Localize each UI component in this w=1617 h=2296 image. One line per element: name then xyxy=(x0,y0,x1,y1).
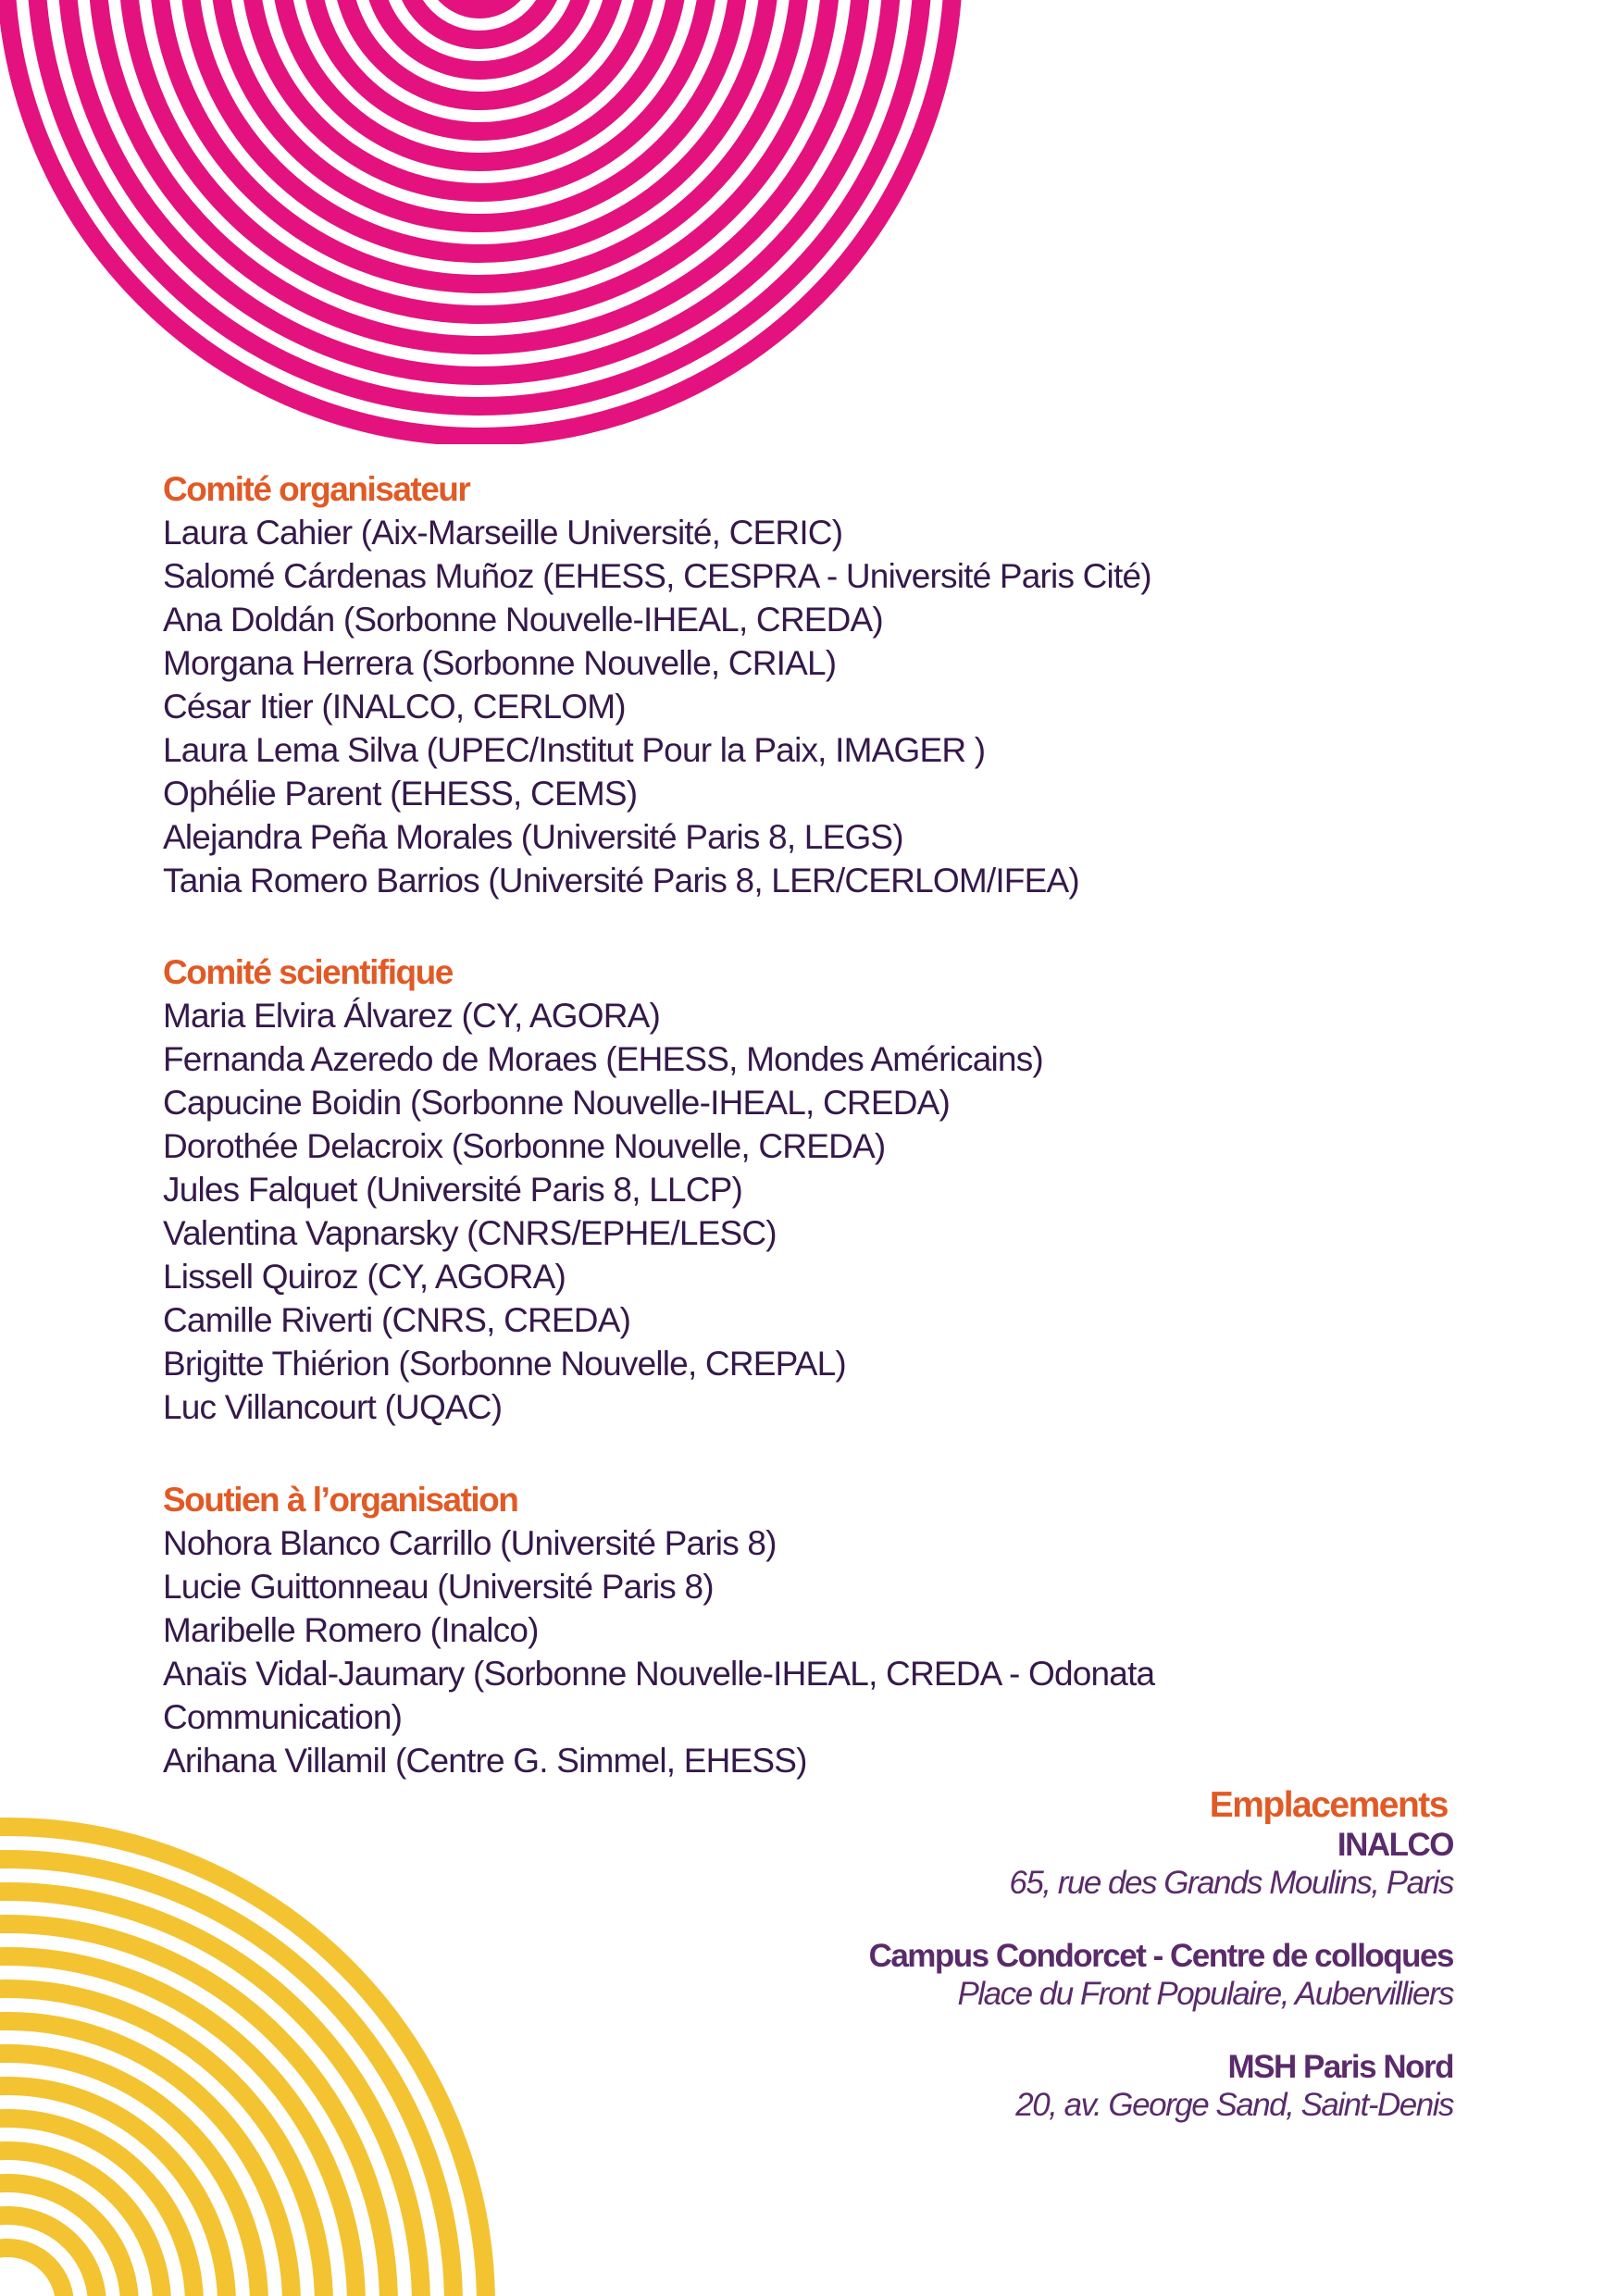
arc-ring xyxy=(433,0,526,9)
list-item: Maria Elvira Álvarez (CY, AGORA) xyxy=(163,997,661,1035)
list-item: Laura Lema Silva (UPEC/Institut Pour la Paix, IMAGER ) xyxy=(163,731,986,769)
location-name: INALCO xyxy=(1337,1827,1453,1863)
list-item: Ana Doldán (Sorbonne Nouvelle-IHEAL, CREDA) xyxy=(163,601,883,639)
list-item: Lucie Guittonneau (Université Paris 8) xyxy=(163,1568,714,1606)
list-item: Morgana Herrera (Sorbonne Nouvelle, CRIAL) xyxy=(163,644,837,682)
list-item: Brigitte Thiérion (Sorbonne Nouvelle, CREPAL) xyxy=(163,1345,846,1383)
list-item: Camille Riverti (CNRS, CREDA) xyxy=(163,1301,631,1339)
list-item: Ophélie Parent (EHESS, CEMS) xyxy=(163,775,638,813)
list-item: Salomé Cárdenas Muñoz (EHESS, CESPRA - Université Paris Cité) xyxy=(163,557,1151,595)
location-campus-condorcet xyxy=(528,1938,1453,2014)
location-name: Campus Condorcet - Centre de colloques xyxy=(868,1938,1453,1974)
list-item: Fernanda Azeredo de Moraes (EHESS, Mondes Américains) xyxy=(163,1040,1043,1078)
list-item: Nohora Blanco Carrillo (Université Paris 8) xyxy=(163,1524,777,1562)
list-item: Alejandra Peña Morales (Université Paris 8, LEGS) xyxy=(163,818,903,856)
list-item: Jules Falquet (Université Paris 8, LLCP) xyxy=(163,1171,743,1209)
list-item: Lissell Quiroz (CY, AGORA) xyxy=(163,1258,566,1296)
yellow-concentric-arcs-icon xyxy=(0,1814,500,2296)
magenta-concentric-arcs-icon xyxy=(0,0,981,444)
organising-committee-title: Comité organisateur xyxy=(163,470,470,508)
organisation-support-section xyxy=(163,1478,1459,1782)
list-item: Tania Romero Barrios (Université Paris 8, LER/CERLOM/IFEA) xyxy=(163,862,1079,900)
organising-committee-section xyxy=(163,467,1459,902)
location-msh-paris-nord xyxy=(528,2049,1453,2125)
list-item: Valentina Vapnarsky (CNRS/EPHE/LESC) xyxy=(163,1214,777,1252)
arc-ring xyxy=(0,2248,65,2296)
organisation-support-list xyxy=(163,1521,1459,1782)
location-address: 65, rue des Grands Moulins, Paris xyxy=(1009,1865,1453,1901)
list-item: Luc Villancourt (UQAC) xyxy=(163,1388,503,1426)
list-item: Maribelle Romero (Inalco) xyxy=(163,1611,539,1649)
location-name: MSH Paris Nord xyxy=(1227,2049,1453,2085)
location-address: Place du Front Populaire, Aubervilliers xyxy=(957,1976,1453,2012)
organisation-support-title: Soutien à l’organisation xyxy=(163,1481,518,1519)
location-address: 20, av. George Sand, Saint-Denis xyxy=(1015,2087,1453,2123)
list-item: Dorothée Delacroix (Sorbonne Nouvelle, CREDA) xyxy=(163,1127,886,1165)
organising-committee-list xyxy=(163,511,1459,902)
scientific-committee-section xyxy=(163,950,1459,1429)
locations-title: Emplacements xyxy=(1209,1785,1448,1825)
list-item: Laura Cahier (Aix-Marseille Université, CERIC) xyxy=(163,514,843,552)
list-item: Arihana Villamil (Centre G. Simmel, EHESS) xyxy=(163,1742,807,1780)
list-item: César Itier (INALCO, CERLOM) xyxy=(163,688,626,726)
list-item: Capucine Boidin (Sorbonne Nouvelle-IHEAL, CREDA) xyxy=(163,1084,951,1122)
locations-section xyxy=(528,1784,1453,2160)
list-item: Anaïs Vidal-Jaumary (Sorbonne Nouvelle-IHEAL, CREDA - Odonata xyxy=(163,1655,1155,1693)
scientific-committee-title: Comité scientifique xyxy=(163,953,453,991)
scientific-committee-list xyxy=(163,994,1459,1429)
location-inalco xyxy=(528,1827,1453,1903)
list-item: Communication) xyxy=(163,1698,403,1736)
